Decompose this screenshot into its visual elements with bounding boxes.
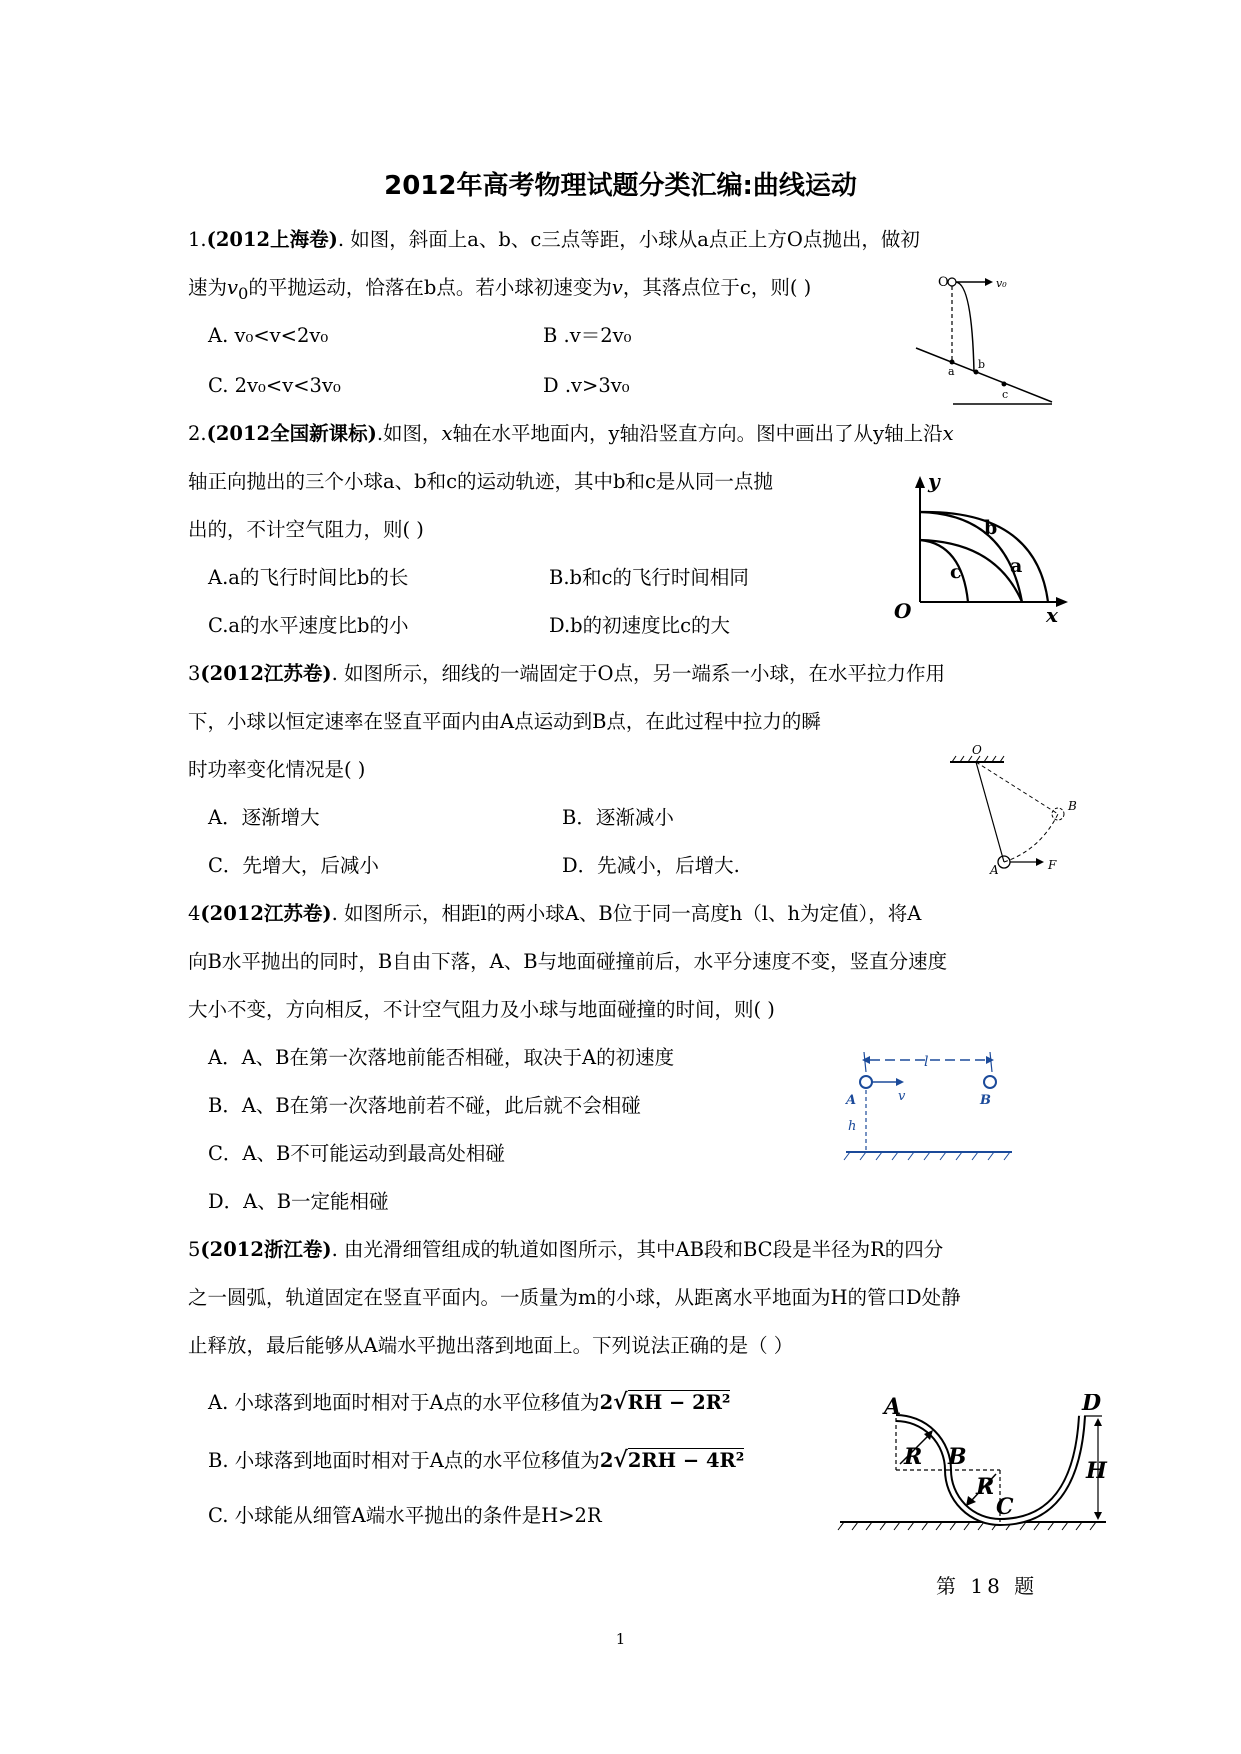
q1-fig-label-v0: v₀ [996,277,1007,290]
q4-number: 4 [188,902,201,925]
q1-fig-label-c: c [1002,388,1009,401]
q2-line-2: 轴正向抛出的三个小球a、b和c的运动轨迹，其中b和c是从同一点抛 [188,470,773,493]
q1-number: 1. [188,228,207,251]
q2-number: 2. [188,422,207,445]
q4-fig-label-l: l [924,1054,929,1070]
q1-option-a[interactable]: A. v₀<v<2v₀ [208,324,329,347]
q2-option-b[interactable]: B.b和c的飞行时间相同 [549,566,749,589]
q2-fig-label-a: a [1010,555,1023,577]
q4-line-2: 向B水平抛出的同时，B自由下落，A、B与地面碰撞前后，水平分速度不变，竖直分速度 [188,950,948,973]
q3-option-b[interactable]: B．逐渐减小 [562,806,674,829]
q5-fig-label-b: B [948,1444,967,1470]
q5-line-1: 5(2012浙江卷). 由光滑细管组成的轨道如图所示，其中AB段和BC段是半径为R的四分 [188,1238,944,1261]
q5-option-c[interactable]: C. 小球能从细管A端水平抛出的条件是H>2R [208,1504,602,1527]
q1-line-1: 1.(2012上海卷). 如图，斜面上a、b、c三点等距，小球从a点正上方O点抛出，做初 [188,228,920,251]
q4-fig-label-b: B [980,1093,991,1108]
q5-option-b[interactable]: B. 小球落到地面时相对于A点的水平位移值为2√2RH − 4R² [208,1447,745,1473]
page-number: 1 [615,1630,626,1648]
q2-option-a[interactable]: A.a的飞行时间比b的长 [208,566,409,589]
q1-option-d[interactable]: D .v>3v₀ [543,374,630,397]
q5-option-a-expression: RH − 2R² [627,1391,731,1414]
q5-fig-label-d: D [1082,1394,1102,1416]
q4-option-d[interactable]: D．A、B一定能相碰 [208,1190,389,1213]
q2-fig-label-y: y [928,474,940,493]
q1-fig-label-o: O [938,275,949,290]
q2-fig-label-o: O [894,599,912,623]
q1-figure [910,268,1060,408]
q1-option-b[interactable]: B .v＝2v₀ [543,324,632,347]
q3-line-2: 下，小球以恒定速率在竖直平面内由A点运动到B点，在此过程中拉力的瞬 [188,710,821,733]
q5-source: (2012浙江卷) [200,1238,332,1261]
q4-source: (2012江苏卷) [200,902,332,925]
q5-line-2: 之一圆弧，轨道固定在竖直平面内。一质量为m的小球，从距离水平地面为H的管口D处静 [188,1286,961,1309]
q4-fig-label-h: h [848,1119,857,1134]
q5-option-b-expression: 2RH − 4R² [627,1449,745,1472]
q5-fig-label-h: H [1086,1458,1107,1484]
q2-fig-label-x: x [1046,603,1058,624]
q2-source: (2012全国新课标) [206,422,377,445]
q4-fig-label-v: v [898,1089,906,1104]
page-title: 2012年高考物理试题分类汇编:曲线运动 [384,171,857,201]
q3-number: 3 [188,662,201,685]
q1-option-c[interactable]: C. 2v₀<v<3v₀ [208,374,341,397]
q3-fig-label-f: F [1048,858,1057,872]
q5-fig-label-r2: R [976,1474,995,1500]
q3-option-a[interactable]: A．逐渐增大 [208,806,320,829]
q3-line-3: 时功率变化情况是( ) [188,758,366,781]
q4-line-1: 4(2012江苏卷). 如图所示，相距l的两小球A、B位于同一高度h（l、h为定值），将A [188,902,922,925]
q5-figure [836,1394,1116,1544]
q4-option-c[interactable]: C．A、B不可能运动到最高处相碰 [208,1142,505,1165]
q3-fig-label-a: A [990,863,999,877]
q4-figure [840,1042,1016,1170]
q5-number: 5 [188,1238,201,1261]
q5-fig-label-a: A [884,1394,902,1420]
q3-fig-label-b: B [1068,799,1077,813]
q1-fig-label-a: a [948,365,955,378]
q2-line-1: 2.(2012全国新课标).如图，x轴在水平地面内，y轴沿竖直方向。图中画出了从y轴上沿x [188,422,954,445]
q5-fig-label-r1: R [904,1444,923,1470]
q2-figure [886,474,1076,624]
q5-option-a[interactable]: A. 小球落到地面时相对于A点的水平位移值为2√RH − 2R² [208,1389,731,1415]
q1-line-2: 速为$v_0$的平抛运动，恰落在b点。若小球初速变为v，其落点位于c，则( ) [188,276,812,303]
q1-fig-label-b: b [978,358,986,371]
q3-line-1: 3(2012江苏卷). 如图所示，细线的一端固定于O点，另一端系一小球，在水平拉力作用 [188,662,946,685]
q3-figure [936,742,1086,878]
q2-option-c[interactable]: C.a的水平速度比b的小 [208,614,409,637]
q4-line-3: 大小不变，方向相反，不计空气阻力及小球与地面碰撞的时间，则( ) [188,998,775,1021]
q3-option-d[interactable]: D．先减小，后增大. [562,854,740,877]
q3-fig-label-o: O [972,743,982,757]
q1-source: (2012上海卷) [206,228,338,251]
q3-source: (2012江苏卷) [200,662,332,685]
q4-option-b[interactable]: B．A、B在第一次落地前若不碰，此后就不会相碰 [208,1094,641,1117]
figure-caption: 第 18 题 [936,1574,1039,1598]
q4-option-a[interactable]: A．A、B在第一次落地前能否相碰，取决于A的初速度 [208,1046,675,1069]
q2-option-d[interactable]: D.b的初速度比c的大 [549,614,731,637]
q5-fig-label-c: C [996,1494,1014,1520]
q2-fig-label-c: c [950,561,962,583]
q2-line-3: 出的，不计空气阻力，则( ) [188,518,424,541]
q5-line-3: 止释放，最后能够从A端水平抛出落到地面上。下列说法正确的是（ ） [188,1334,794,1357]
q3-option-c[interactable]: C．先增大，后减小 [208,854,379,877]
q4-fig-label-a: A [846,1093,857,1108]
q2-fig-label-b: b [984,517,998,539]
